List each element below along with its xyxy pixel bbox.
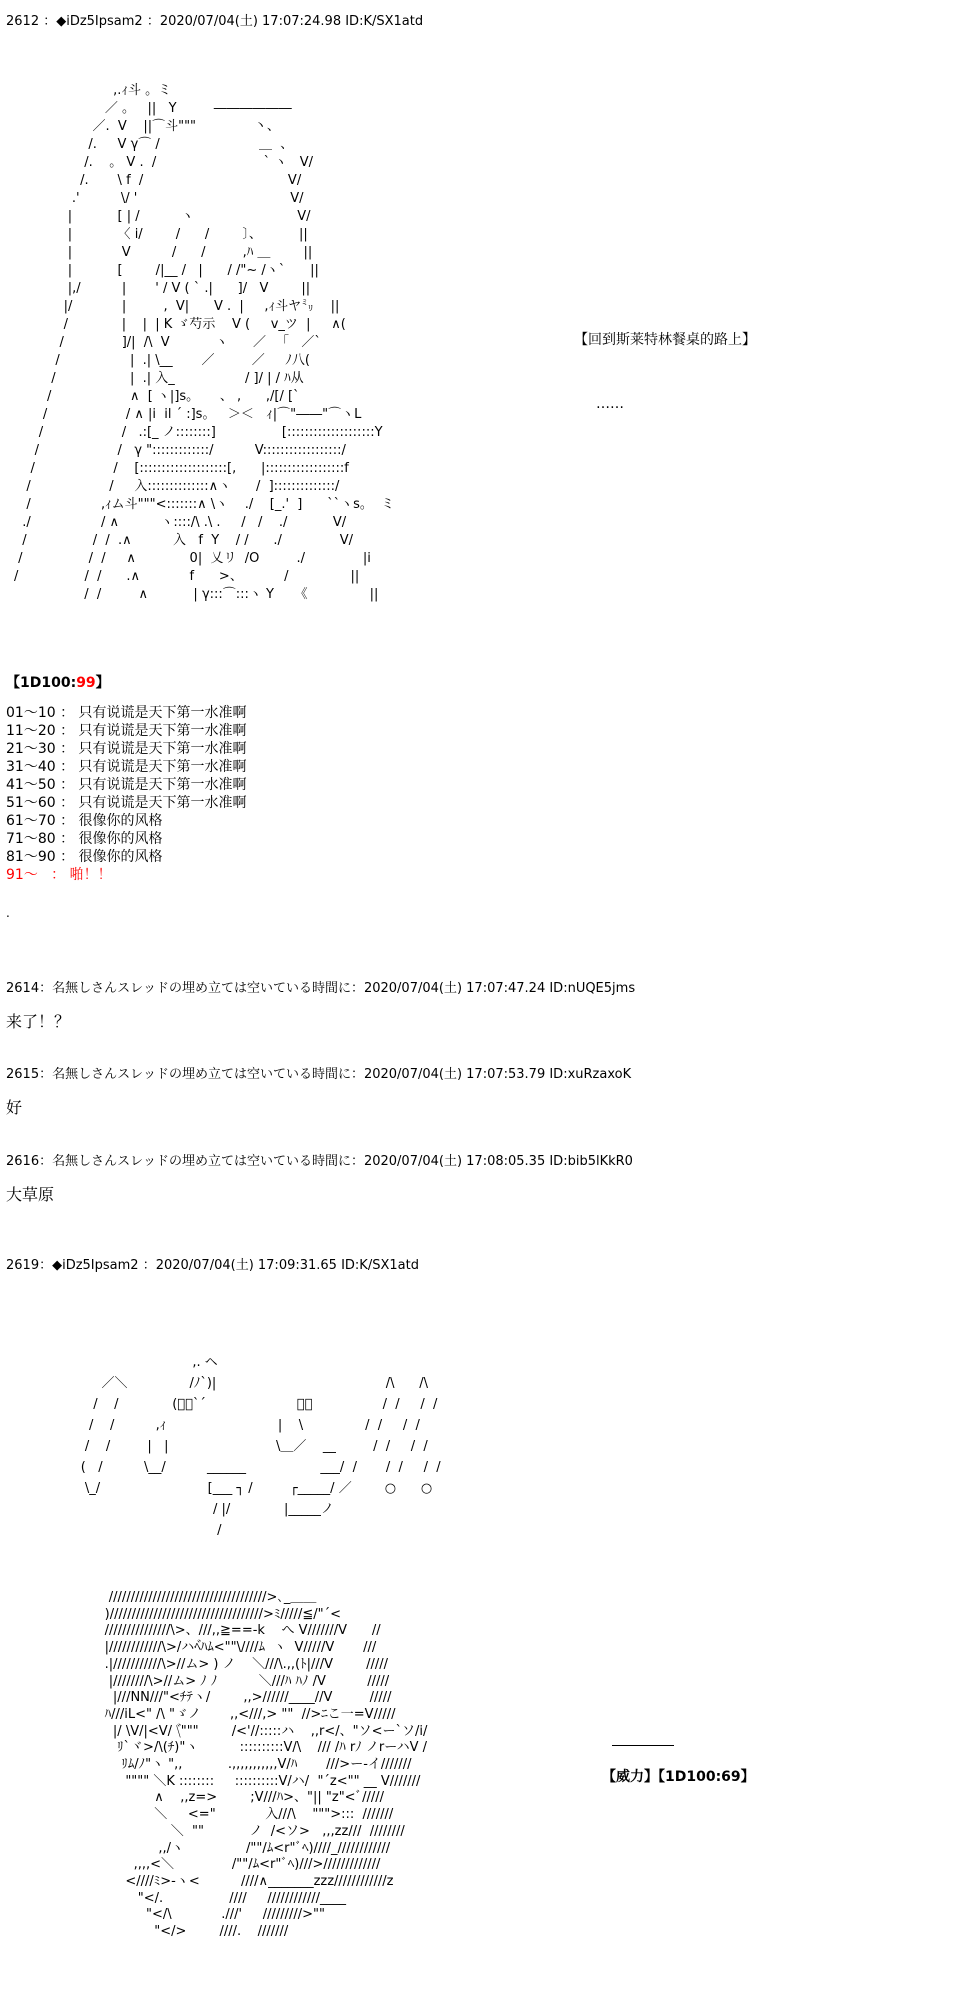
post-end-dot: . bbox=[6, 906, 10, 920]
table-row: 61～70 ： 很像你的风格 bbox=[6, 813, 163, 829]
divider-rule bbox=[612, 1745, 674, 1746]
ascii-art-impact: ////////////////////////////////////>､_＿＿ )///////////////////////////////////>ﾐ/////≦/"´< ///////////////\>、///,,≧==-k へ V///////V // |////////////\>/ハﾍ゙ﾊﾑ<""\////ﾑ ヽ V/////V /// .|///////////\>//ム> ) ノ ＼///\.,,(ﾄ|///V ///// |////////\>//ム> ﾉ ﾉ ＼///ﾊ ﾊﾉ /V ///// |///NN///"<ﾁﾃヽ/ ,,>//////____//V ///// ﾊ///iL<" /\ "ゞノ ,,<///,> "" //>ﾆこ一=V///// |/ \V/|<V/ \゙""" /<'//:::::ハ ,,r</、"ソ<ー`ソ/i/ ﾘ`ヾ>/\(ﾁ)"ヽ ::::::::::V/\ /// /ﾊ rﾉ ノrーハV / ﾘﾑ/ﾉ"ヽ ",, .,,,,,,,,,,,V/ﾊ ///>ー-イ/////// """" ＼K :::::::: ::::::::::V/ハ/ "´z<"" __ V/////// ∧ ,,z=> ;V///ﾊ>、"|| "z"<ﾞ///// ＼ <=" 入///\ """>::: /////// ＼ "" ノ /<ソ> ,,,zz/// //////// ,,/ヽ /""/ﾑ<r"ﾞﾍ)////_//////////// ,,,,<＼ /""/ﾑ<r"ﾞﾍ)///>///////////// <////ﾐ>-ヽ< ////∧_______zzz////////////z "</. //// ////////////____ "</\ .///' /////////>"" "</> ////. /////// bbox=[104, 1590, 428, 1940]
table-row: 51～60 ： 只有说谎是天下第一水准啊 bbox=[6, 795, 247, 811]
roll-prefix: 【1D100: bbox=[6, 675, 77, 691]
table-row: 41～50 ： 只有说谎是天下第一水准啊 bbox=[6, 777, 247, 793]
table-row: 71～80 ： 很像你的风格 bbox=[6, 831, 163, 847]
post-2614-body: 来了！？ bbox=[6, 1012, 71, 1031]
narration-note: 【回到斯莱特林餐桌的路上】 bbox=[574, 332, 756, 348]
post-2619-header: 2619：◆iDz5Ipsam2 ：2020/07/04(土) 17:09:31.65 ID:K/SX1atd bbox=[6, 1258, 419, 1273]
table-row: 11～20 ： 只有说谎是天下第一水准啊 bbox=[6, 723, 247, 739]
narration-ellipsis: …… bbox=[596, 396, 624, 412]
post-2612-header: 2612 ：◆iDz5Ipsam2 ：2020/07/04(土) 17:07:24.98 ID:K/SX1atd bbox=[6, 14, 424, 29]
power-roll: 【威力】【1D100:69】 bbox=[602, 1769, 755, 1785]
ascii-art-character: ,.ｨ斗 。ミ ／ 。 || Y ―――――― ／. V ||⌒斗""" 丶、 /. V γ⌒ / ＿ 、 /. 。 V . / ` ヽ V/ /. \ f / V/ .' \/ ' V/ | [ | / ヽ V/ | 〈 i/ / / 〕、 || | V / / ,ﾊ ＿ || | [ /|__ / | / /"~ /ヽ` || |,/ | ' / V ( ` .| ]/ V || |/ | , V| V . | ,ｨ斗ヤ㍉ || / | | | K ゞ芍示 V ( v_ツ | ∧( / ]/| /\ V ヽ ／ ｢ ／` / | .| \__ ／ ／ ﾉ八( / | .| 入_ / ]/ | / ﾊ从 / ∧ [ ヽ|]s。 、 , ,/[/ [` / / ∧ |i il ˊ :]s。 ＞＜ ｨ|⌒"――"⌒ヽL / / .:[_ ノ::::::::] [::::::::::::::::::::Y / / γ ":::::::::::::/ V::::::::::::::::::/ / / [::::::::::::::::::::[, |::::::::::::::::::f / / 入::::::::::::::∧ヽ / ]::::::::::::::/ / ,ｨム斗"""<:::::::∧ \ヽ ./ [_.' ] ``ヽs。 ミ ./ / ∧ ヽ::::/\ .\ . / / ./ V/ / / / .∧ 入 f Y / / ./ V/ / / / ∧ 0| 乂リ /O ./ |i / / / .∧ f >、 / || / / ∧ | γ:::⌒:::ヽ Y 《 || bbox=[14, 83, 395, 602]
dice-table bbox=[6, 704, 247, 884]
table-row: 91～ ： 啪！！ bbox=[6, 867, 112, 883]
post-2615-header: 2615：名無しさんスレッドの埋め立ては空いている時間に：2020/07/04(土) 17:07:53.79 ID:xuRzaxoK bbox=[6, 1067, 632, 1082]
roll-value: 99 bbox=[76, 675, 96, 691]
post-2614-header: 2614：名無しさんスレッドの埋め立ては空いている時間に：2020/07/04(土) 17:07:47.24 ID:nUQE5jms bbox=[6, 981, 636, 996]
table-row: 81～90 ： 很像你的风格 bbox=[6, 849, 163, 865]
post-2616-header: 2616：名無しさんスレッドの埋め立ては空いている時間に：2020/07/04(土) 17:08:05.35 ID:bib5lKkR0 bbox=[6, 1154, 633, 1169]
roll-suffix: 】 bbox=[95, 675, 110, 691]
table-row: 31～40 ： 只有说谎是天下第一水准啊 bbox=[6, 759, 247, 775]
post-2616-body: 大草原 bbox=[6, 1185, 55, 1204]
dice-roll-title bbox=[6, 672, 110, 692]
post-2615-body: 好 bbox=[6, 1098, 23, 1117]
ascii-art-sfx-text: ,. ヘ ／＼ /ﾉ`)| /\ /\ / / (ﾟﾟ`´ ／＼ / / / / / / ,ｨ | \ / / / / / / | | \＿／ __ / / / / ( / \__/ ______ ___/ / / / / / \_/ [___ ┐ / ┌_____/ ／ ○ ○ / |/ |_____ノ / bbox=[80, 1355, 441, 1538]
table-row: 21～30 ： 只有说谎是天下第一水准啊 bbox=[6, 741, 247, 757]
table-row: 01～10 ： 只有说谎是天下第一水准啊 bbox=[6, 705, 247, 721]
